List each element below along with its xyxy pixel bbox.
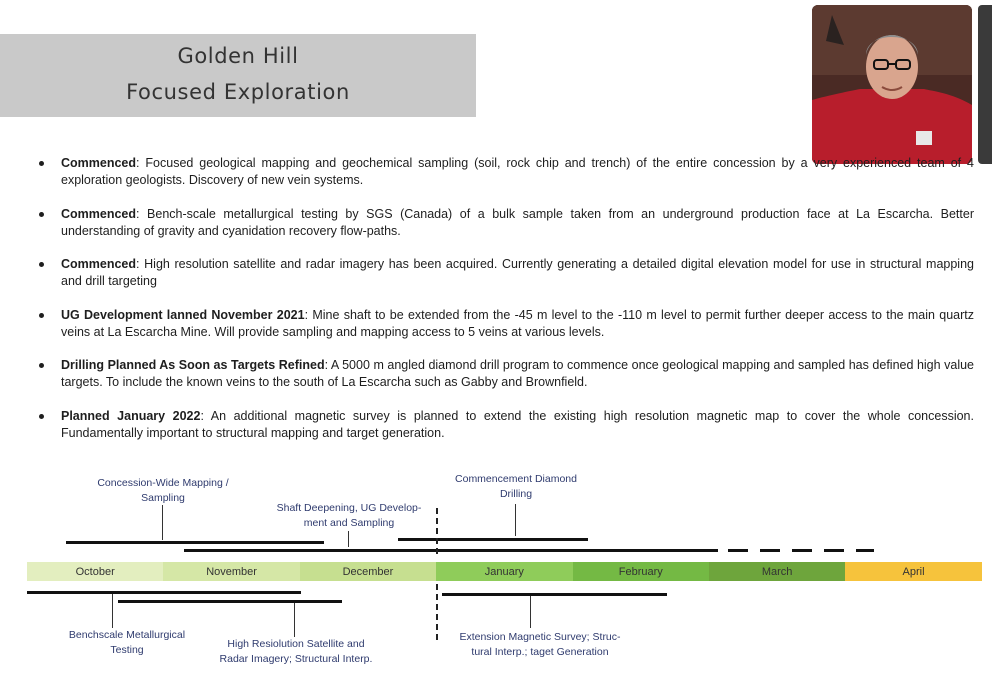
timeline-bar-drilling [398,538,588,541]
bullet-label: Planned January 2022 [61,408,201,423]
timeline-tick [294,603,295,637]
timeline-bar-dash [792,549,812,552]
bullet-list [36,155,974,458]
timeline-bar-magnetic [442,593,667,596]
timeline-label-drilling: Commencement Diamond Drilling [455,473,577,500]
timeline-label-shaft: Shaft Deepening, UG Develop- ment and Sampling [276,502,422,529]
bullet-dot-icon [39,313,44,318]
current-date-marker [436,508,438,558]
bullet-label: Drilling Planned As Soon as Targets Refined [61,358,325,372]
participant-video-tile[interactable] [812,5,972,164]
bullet-item [36,206,974,240]
timeline-label-metallurgical: Benchscale Metallurgical Testing [68,629,186,656]
bullet-dot-icon [39,363,44,368]
month-december: December [300,562,436,581]
timeline-tick [530,596,531,628]
month-april: April [845,562,981,581]
bullet-label: Commenced [61,206,137,221]
slide-subtitle: Focused Exploration [126,80,350,104]
bullet-item [36,307,974,341]
timeline-month-band [27,562,982,581]
bullet-text: : High resolution satellite and radar imagery has been acquired. Currently generating a detailed digital elevation model for use in structural mapping and drill targeting [61,257,974,288]
month-january: January [436,562,572,581]
timeline-bar-metallurgical [27,591,301,594]
timeline-tick [515,504,516,536]
month-october: October [27,562,163,581]
timeline-bar-dash [760,549,780,552]
bullet-dot-icon [39,212,44,217]
bullet-label: Commenced [61,257,137,271]
timeline-tick [348,531,349,547]
person-silhouette-icon [812,5,972,164]
timeline-label-mapping: Concession-Wide Mapping / Sampling [97,477,229,504]
timeline-label-magnetic: Extension Magnetic Survey; Struc- tural Interp.; taget Generation [459,631,621,658]
bullet-text: : A 5000 m angled diamond drill program to commence once geological mapping and sampled has defined high value targets. To include the known veins to the south of La Escarcha such as Gabby and Brownfield. [61,358,975,389]
month-november: November [163,562,299,581]
bullet-item [36,155,974,189]
bullet-item [36,256,974,290]
timeline-bar-dash [824,549,844,552]
timeline-bar-dash [856,549,874,552]
timeline-tick [162,505,163,540]
month-march: March [709,562,845,581]
bullet-text: : Mine shaft to be extended from the -45 m level to the -110 m level to permit further deeper access to the main quartz veins at La Escarcha Mine. Will provide sampling and mapping access to 5 veins at various levels. [61,307,974,339]
bullet-text: : An additional magnetic survey is planned to extend the existing high resolution magnetic map to cover the whole concession. Fundamentally important to structural mapping and target generation. [61,408,974,440]
timeline-bar-mapping [66,541,324,544]
bullet-label: Commenced [61,156,137,170]
bullet-text: : Bench-scale metallurgical testing by SGS (Canada) of a bulk sample taken from an underground production face at La Escarcha. Better understanding of gravity and cyanidation recovery flow-paths. [61,206,974,238]
month-february: February [573,562,709,581]
bullet-dot-icon [39,262,44,267]
adjacent-video-tile[interactable] [978,5,992,164]
current-date-marker [436,584,438,644]
bullet-text: : Focused geological mapping and geochemical sampling (soil, rock chip and trench) of the entire concession by a very experienced team of 4 exploration geologists. Discovery of new vein systems. [61,156,974,187]
timeline-label-imagery: High Resiolution Satellite and Radar Imagery; Structural Interp. [219,638,373,665]
bullet-item [36,408,974,442]
bullet-dot-icon [39,161,44,166]
timeline-bar-dash [728,549,748,552]
bullet-label: UG Development lanned November 2021 [61,307,305,322]
bullet-item [36,357,974,391]
timeline-tick [112,594,113,628]
bullet-dot-icon [39,414,44,419]
slide-title: Golden Hill [177,44,299,68]
slide-title-banner [0,34,476,117]
timeline-bar-shaft [184,549,718,552]
timeline-bar-imagery [118,600,342,603]
